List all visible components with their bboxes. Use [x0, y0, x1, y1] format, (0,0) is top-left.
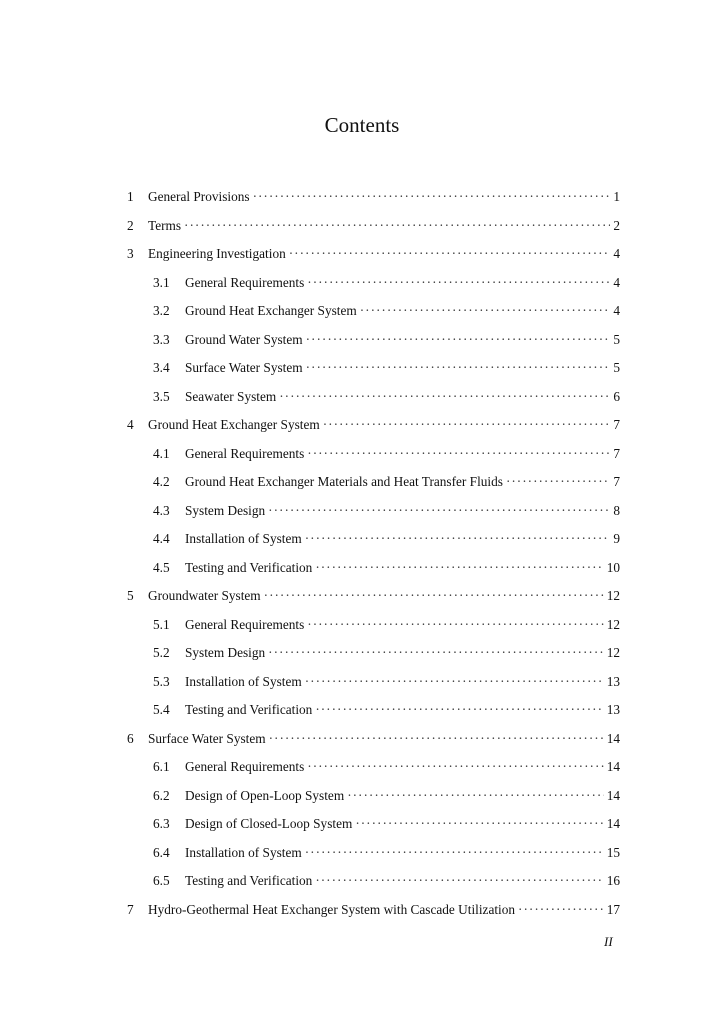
toc-entry-page: 4	[613, 303, 620, 318]
toc-entry-page: 12	[606, 645, 620, 660]
toc-entry-page: 7	[613, 474, 620, 489]
toc-entry-number: 4.4	[153, 531, 170, 546]
toc-subentry[interactable]	[127, 782, 620, 811]
toc-entry-label: Surface Water System	[185, 360, 303, 375]
toc-entry-number: 3.2	[153, 303, 170, 318]
toc-entry-number: 4	[127, 417, 134, 432]
dot-leader	[355, 810, 603, 839]
toc-entry-page: 8	[613, 502, 620, 518]
toc-entry-number: 5.2	[153, 645, 170, 660]
table-of-contents	[127, 183, 620, 924]
toc-entry-label: Seawater System	[185, 388, 277, 404]
toc-entry-label: Surface Water System	[148, 730, 266, 746]
toc-entry-page: 13	[606, 673, 620, 689]
toc-entry-page: 13	[606, 702, 620, 717]
toc-entry-page: 9	[613, 531, 620, 546]
toc-entry-label: Ground Heat Exchanger Materials and Heat Transfer Fluids	[185, 474, 503, 489]
toc-entry-number: 3.5	[153, 388, 170, 404]
toc-entry-number: 3	[127, 246, 134, 261]
toc-entry-number: 6.4	[153, 844, 170, 860]
toc-subentry[interactable]	[127, 839, 620, 868]
toc-entry[interactable]	[127, 183, 620, 212]
toc-entry-label: Ground Water System	[185, 331, 303, 347]
toc-entry-page: 6	[613, 388, 620, 404]
dot-leader	[307, 440, 610, 469]
dot-leader	[305, 668, 604, 697]
page-title: Contents	[324, 113, 400, 137]
toc-entry-page: 12	[606, 616, 620, 632]
toc-entry[interactable]	[127, 212, 620, 241]
toc-entry-page: 7	[613, 417, 620, 432]
toc-entry-page: 14	[606, 730, 620, 746]
dot-leader	[268, 497, 610, 526]
toc-entry-page: 4	[613, 246, 620, 261]
toc-entry[interactable]	[127, 411, 620, 440]
toc-entry-number: 4.1	[153, 445, 170, 461]
toc-subentry[interactable]	[127, 554, 620, 583]
toc-entry-page: 7	[613, 445, 620, 461]
toc-entry-page: 15	[606, 844, 620, 860]
toc-subentry[interactable]	[127, 611, 620, 640]
toc-entry-label: Installation of System	[185, 673, 302, 689]
toc-entry[interactable]	[127, 725, 620, 754]
toc-entry-label: Testing and Verification	[185, 873, 313, 888]
toc-subentry[interactable]	[127, 383, 620, 412]
toc-entry-page: 5	[613, 360, 620, 375]
toc-entry-page: 1	[613, 189, 620, 204]
toc-entry-label: General Requirements	[185, 759, 305, 774]
toc-entry[interactable]	[127, 582, 620, 611]
toc-entry-page: 5	[613, 331, 620, 347]
dot-leader	[305, 839, 604, 868]
toc-entry-page: 14	[606, 816, 620, 831]
toc-entry-page: 12	[606, 588, 620, 603]
dot-leader	[306, 354, 611, 383]
toc-entry-number: 5.3	[153, 673, 170, 689]
toc-entry-label: System Design	[185, 502, 266, 518]
toc-subentry[interactable]	[127, 297, 620, 326]
toc-entry-label: Installation of System	[185, 844, 302, 860]
toc-subentry[interactable]	[127, 525, 620, 554]
toc-entry-number: 6.2	[153, 787, 170, 803]
dot-leader	[307, 753, 603, 782]
page-number: II	[604, 934, 613, 949]
dot-leader	[279, 383, 610, 412]
toc-entry-label: Testing and Verification	[185, 559, 313, 575]
dot-leader	[253, 183, 611, 212]
toc-entry-label: Ground Heat Exchanger System	[185, 303, 357, 318]
toc-entry-label: Hydro-Geothermal Heat Exchanger System with Cascade Utilization	[148, 901, 516, 917]
dot-leader	[264, 582, 604, 611]
toc-entry-number: 5.4	[153, 702, 170, 717]
toc-entry-page: 14	[606, 787, 620, 803]
toc-subentry[interactable]	[127, 696, 620, 725]
toc-entry-page: 2	[613, 217, 620, 233]
toc-entry-label: Testing and Verification	[185, 702, 313, 717]
dot-leader	[305, 525, 611, 554]
toc-entry-number: 4.2	[153, 474, 170, 489]
toc-entry-number: 6.5	[153, 873, 170, 888]
dot-leader	[323, 411, 611, 440]
toc-entry-page: 10	[606, 559, 620, 575]
toc-subentry[interactable]	[127, 867, 620, 896]
toc-entry-page: 14	[606, 759, 620, 774]
toc-entry-number: 3.4	[153, 360, 170, 375]
toc-entry-page: 17	[606, 901, 620, 917]
toc-subentry[interactable]	[127, 440, 620, 469]
toc-entry-label: System Design	[185, 645, 266, 660]
dot-leader	[506, 468, 610, 497]
dot-leader	[307, 611, 603, 640]
toc-entry-number: 5.1	[153, 616, 170, 632]
toc-subentry[interactable]	[127, 497, 620, 526]
toc-entry-label: General Requirements	[185, 274, 305, 290]
dot-leader	[306, 326, 611, 355]
toc-entry-label: Installation of System	[185, 531, 302, 546]
dot-leader	[360, 297, 611, 326]
toc-entry-label: Terms	[148, 217, 182, 233]
toc-entry-number: 3.3	[153, 331, 170, 347]
toc-entry[interactable]	[127, 896, 620, 925]
toc-entry-number: 6	[127, 730, 134, 746]
toc-entry-number: 2	[127, 217, 134, 233]
toc-entry-page: 4	[613, 274, 620, 290]
toc-entry-label: General Provisions	[148, 189, 250, 204]
toc-entry-number: 1	[127, 189, 134, 204]
toc-entry-page: 16	[606, 873, 620, 888]
toc-subentry[interactable]	[127, 639, 620, 668]
dot-leader	[347, 782, 604, 811]
toc-entry-number: 5	[127, 588, 134, 603]
toc-subentry[interactable]	[127, 269, 620, 298]
toc-entry-label: Engineering Investigation	[148, 246, 286, 261]
toc-entry-label: Ground Heat Exchanger System	[148, 417, 320, 432]
toc-entry[interactable]	[127, 240, 620, 269]
toc-subentry[interactable]	[127, 468, 620, 497]
toc-entry-number: 3.1	[153, 274, 170, 290]
dot-leader	[518, 896, 604, 925]
dot-leader	[307, 269, 610, 298]
dot-leader	[315, 554, 603, 583]
toc-entry-number: 6.1	[153, 759, 170, 774]
dot-leader	[269, 725, 604, 754]
toc-subentry[interactable]	[127, 668, 620, 697]
toc-entry-label: General Requirements	[185, 616, 305, 632]
toc-subentry[interactable]	[127, 810, 620, 839]
toc-subentry[interactable]	[127, 753, 620, 782]
dot-leader	[315, 696, 603, 725]
toc-entry-label: Design of Open-Loop System	[185, 787, 345, 803]
toc-entry-label: General Requirements	[185, 445, 305, 461]
dot-leader	[268, 639, 604, 668]
toc-subentry[interactable]	[127, 354, 620, 383]
toc-subentry[interactable]	[127, 326, 620, 355]
dot-leader	[184, 212, 610, 241]
dot-leader	[315, 867, 603, 896]
toc-entry-number: 4.3	[153, 502, 170, 518]
dot-leader	[289, 240, 611, 269]
toc-entry-label: Design of Closed-Loop System	[185, 816, 353, 831]
toc-entry-number: 4.5	[153, 559, 170, 575]
toc-entry-number: 7	[127, 901, 134, 917]
toc-entry-label: Groundwater System	[148, 588, 261, 603]
toc-entry-number: 6.3	[153, 816, 170, 831]
